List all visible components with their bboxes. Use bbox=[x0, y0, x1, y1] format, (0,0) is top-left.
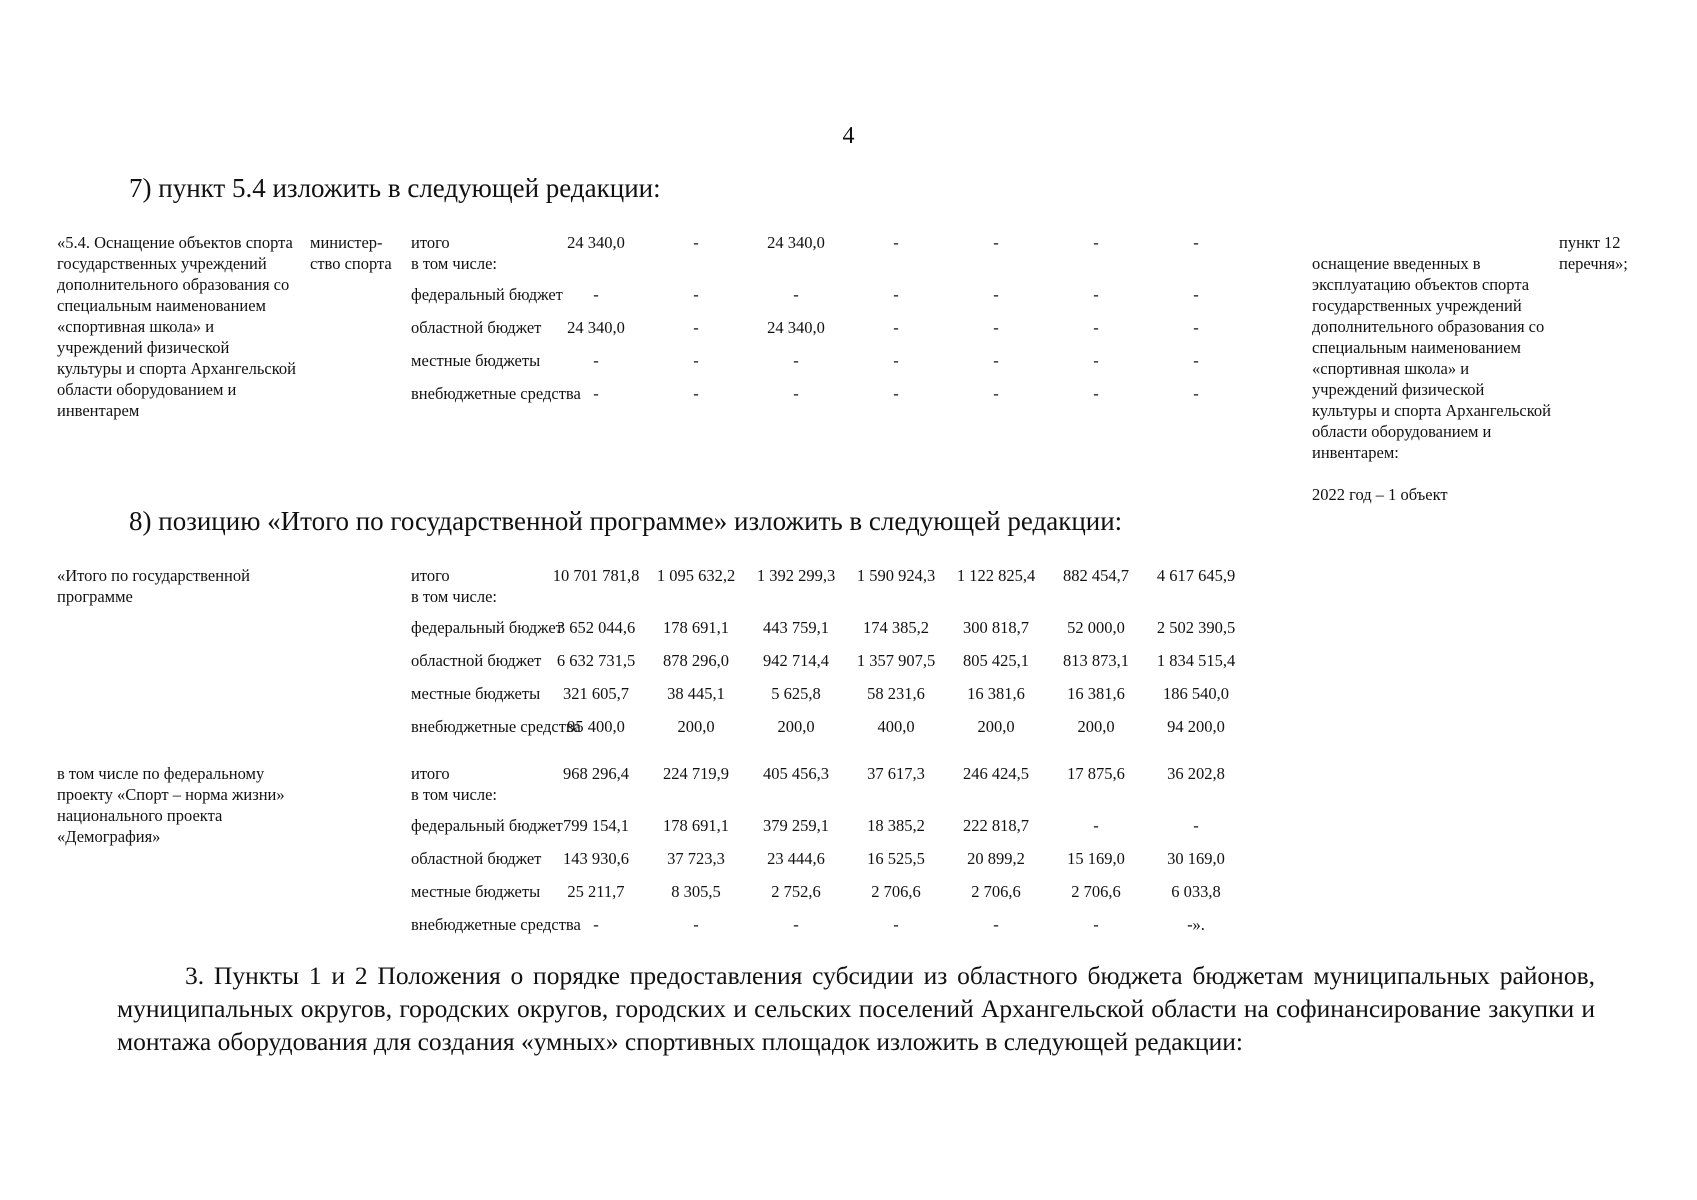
value-cell: 5 625,8 bbox=[771, 684, 821, 703]
value-cell: 178 691,1 bbox=[663, 816, 729, 835]
value-cell: - bbox=[1193, 384, 1199, 403]
value-cell: 2 752,6 bbox=[771, 882, 821, 901]
row-sublabel: в том числе: bbox=[411, 587, 498, 606]
value-cell: - bbox=[893, 318, 899, 337]
value-cell: 24 340,0 bbox=[567, 318, 625, 337]
row-label: местные бюджеты bbox=[411, 684, 541, 703]
value-cell: - bbox=[1093, 285, 1099, 304]
value-cell: 94 200,0 bbox=[1167, 717, 1225, 736]
value-cell: - bbox=[693, 233, 699, 252]
value-cell: 52 000,0 bbox=[1067, 618, 1125, 637]
value-cell: - bbox=[593, 384, 599, 403]
row-label: внебюджетные средства bbox=[411, 384, 581, 403]
value-cell: - bbox=[993, 384, 999, 403]
value-cell: - bbox=[1193, 233, 1199, 252]
value-cell: 3 652 044,6 bbox=[556, 618, 636, 637]
value-cell: 246 424,5 bbox=[963, 764, 1029, 783]
row-label: итого bbox=[411, 764, 450, 783]
finance-row bbox=[57, 881, 1657, 902]
value-cell: - bbox=[993, 351, 999, 370]
finance-row bbox=[57, 284, 1657, 305]
value-cell: - bbox=[693, 351, 699, 370]
value-cell: 17 875,6 bbox=[1067, 764, 1125, 783]
value-cell: 321 605,7 bbox=[563, 684, 629, 703]
value-cell: 4 617 645,9 bbox=[1156, 566, 1236, 585]
row-label: внебюджетные средства bbox=[411, 915, 581, 934]
value-cell: 200,0 bbox=[677, 717, 715, 736]
value-cell: 200,0 bbox=[1077, 717, 1115, 736]
value-cell: 1 834 515,4 bbox=[1156, 651, 1236, 670]
finance-row bbox=[57, 617, 1657, 638]
row-sublabel: в том числе: bbox=[411, 254, 498, 273]
finance-row bbox=[57, 716, 1657, 737]
value-cell: 1 122 825,4 bbox=[956, 566, 1036, 585]
value-cell: - bbox=[1093, 318, 1099, 337]
value-cell: - bbox=[1093, 233, 1099, 252]
value-cell: 18 385,2 bbox=[867, 816, 925, 835]
value-cell: 25 211,7 bbox=[567, 882, 625, 901]
finance-row bbox=[57, 650, 1657, 671]
program-total-name: «Итого по государственной программе bbox=[57, 566, 250, 606]
finance-row bbox=[57, 763, 1657, 804]
value-cell: 1 392 299,3 bbox=[756, 566, 836, 585]
value-cell: 178 691,1 bbox=[663, 618, 729, 637]
value-cell: 2 706,6 bbox=[971, 882, 1021, 901]
value-cell: - bbox=[693, 915, 699, 934]
item-executor: министер-ство спорта bbox=[310, 233, 392, 273]
row-sublabel: в том числе: bbox=[411, 785, 498, 804]
value-cell: - bbox=[1193, 351, 1199, 370]
item-name: «5.4. Оснащение объектов спорта государственных учреждений дополнительного образования со специальным наименованием «спортивная школа» и учреждений физической культуры и спорта Архангельской области оборудованием и инвентарем bbox=[57, 233, 296, 420]
value-cell: - bbox=[793, 351, 799, 370]
value-cell: 16 381,6 bbox=[967, 684, 1025, 703]
value-cell: - bbox=[793, 915, 799, 934]
value-cell: 16 381,6 bbox=[1067, 684, 1125, 703]
value-cell: 200,0 bbox=[977, 717, 1015, 736]
value-cell: 405 456,3 bbox=[763, 764, 829, 783]
value-cell: - bbox=[593, 915, 599, 934]
value-cell: 24 340,0 bbox=[767, 233, 825, 252]
value-cell: - bbox=[1093, 384, 1099, 403]
value-cell: 878 296,0 bbox=[663, 651, 729, 670]
row-label: федеральный бюджет bbox=[411, 285, 563, 304]
finance-row bbox=[57, 815, 1657, 836]
value-cell: - bbox=[693, 384, 699, 403]
value-cell: 8 305,5 bbox=[671, 882, 721, 901]
value-cell: 37 617,3 bbox=[867, 764, 925, 783]
value-cell: 799 154,1 bbox=[563, 816, 629, 835]
finance-row bbox=[57, 848, 1657, 869]
value-cell: 37 723,3 bbox=[667, 849, 725, 868]
value-cell: 30 169,0 bbox=[1167, 849, 1225, 868]
value-cell: 15 169,0 bbox=[1067, 849, 1125, 868]
value-cell: 400,0 bbox=[877, 717, 915, 736]
value-cell: - bbox=[1093, 915, 1099, 934]
item-reference: пункт 12 перечня»; bbox=[1559, 233, 1628, 273]
value-cell: 300 818,7 bbox=[963, 618, 1029, 637]
row-label: федеральный бюджет bbox=[411, 618, 563, 637]
row-label: внебюджетные средства bbox=[411, 717, 581, 736]
value-cell: 24 340,0 bbox=[567, 233, 625, 252]
item-result-year: 2022 год – 1 объект bbox=[1312, 485, 1448, 504]
value-cell: 1 590 924,3 bbox=[856, 566, 936, 585]
value-cell: 1 095 632,2 bbox=[656, 566, 736, 585]
value-cell: - bbox=[993, 285, 999, 304]
value-cell: 813 873,1 bbox=[1063, 651, 1129, 670]
value-cell: 1 357 907,5 bbox=[856, 651, 936, 670]
finance-row bbox=[57, 565, 1657, 606]
value-cell: 58 231,6 bbox=[867, 684, 925, 703]
value-cell: 2 706,6 bbox=[1071, 882, 1121, 901]
value-cell: - bbox=[793, 384, 799, 403]
value-cell: 224 719,9 bbox=[663, 764, 729, 783]
value-cell: 36 202,8 bbox=[1167, 764, 1225, 783]
value-cell: - bbox=[1193, 318, 1199, 337]
value-cell: - bbox=[1193, 816, 1199, 835]
page-number: 4 bbox=[842, 123, 855, 149]
value-cell: 186 540,0 bbox=[1163, 684, 1229, 703]
value-cell: 143 930,6 bbox=[563, 849, 629, 868]
value-cell: 968 296,4 bbox=[563, 764, 629, 783]
row-label: областной бюджет bbox=[411, 651, 542, 670]
row-label: областной бюджет bbox=[411, 849, 542, 868]
row-label: итого bbox=[411, 233, 450, 252]
value-cell: 805 425,1 bbox=[963, 651, 1029, 670]
value-cell: - bbox=[793, 285, 799, 304]
value-cell: 222 818,7 bbox=[963, 816, 1029, 835]
value-cell: 2 502 390,5 bbox=[1156, 618, 1236, 637]
value-cell: 95 400,0 bbox=[567, 717, 625, 736]
value-cell: - bbox=[1193, 285, 1199, 304]
heading-item-7: 7) пункт 5.4 изложить в следующей редакции: bbox=[129, 173, 661, 203]
value-cell: 16 525,5 bbox=[867, 849, 925, 868]
finance-row bbox=[57, 317, 1657, 338]
value-cell: - bbox=[993, 915, 999, 934]
value-cell: - bbox=[893, 915, 899, 934]
row-label: местные бюджеты bbox=[411, 351, 541, 370]
value-cell: - bbox=[893, 285, 899, 304]
federal-project-name: в том числе по федеральному проекту «Спорт – норма жизни» национального проекта «Демография» bbox=[57, 764, 285, 846]
finance-row bbox=[57, 914, 1657, 935]
row-label: областной бюджет bbox=[411, 318, 542, 337]
finance-row bbox=[57, 232, 1657, 273]
value-cell: - bbox=[993, 233, 999, 252]
finance-row bbox=[57, 383, 1657, 404]
value-cell: 882 454,7 bbox=[1063, 566, 1129, 585]
value-cell: 6 632 731,5 bbox=[556, 651, 636, 670]
row-label: федеральный бюджет bbox=[411, 816, 563, 835]
value-cell: 443 759,1 bbox=[763, 618, 829, 637]
value-cell: - bbox=[893, 351, 899, 370]
value-cell: - bbox=[693, 285, 699, 304]
finance-row bbox=[57, 350, 1657, 371]
value-cell: - bbox=[893, 233, 899, 252]
heading-item-8: 8) позицию «Итого по государственной программе» изложить в следующей редакции: bbox=[129, 506, 1123, 536]
value-cell: 174 385,2 bbox=[863, 618, 929, 637]
value-cell: 942 714,4 bbox=[763, 651, 829, 670]
row-label: итого bbox=[411, 566, 450, 585]
value-cell: 10 701 781,8 bbox=[552, 566, 640, 585]
value-cell: - bbox=[1093, 351, 1099, 370]
value-cell: 2 706,6 bbox=[871, 882, 921, 901]
value-cell: - bbox=[593, 285, 599, 304]
value-cell: - bbox=[993, 318, 999, 337]
value-cell: 24 340,0 bbox=[767, 318, 825, 337]
finance-row bbox=[57, 683, 1657, 704]
value-cell: 23 444,6 bbox=[767, 849, 825, 868]
value-cell: - bbox=[693, 318, 699, 337]
value-cell: 38 445,1 bbox=[667, 684, 725, 703]
value-cell: 6 033,8 bbox=[1171, 882, 1221, 901]
value-cell: 20 899,2 bbox=[967, 849, 1025, 868]
value-cell: - bbox=[1093, 816, 1099, 835]
paragraph-3: 3. Пункты 1 и 2 Положения о порядке предоставления субсидии из областного бюджета бюджетам муниципальных районов, муниципальных округов, городских округов, городских и сельских поселений Архангельской области на софинансирование закупки и монтажа оборудования для создания «умных» спортивных площадок изложить в следующей редакции: bbox=[117, 961, 1595, 1056]
value-cell: - bbox=[593, 351, 599, 370]
value-cell: 379 259,1 bbox=[763, 816, 829, 835]
value-cell: - bbox=[893, 384, 899, 403]
row-label: местные бюджеты bbox=[411, 882, 541, 901]
value-cell: -». bbox=[1187, 915, 1205, 934]
value-cell: 200,0 bbox=[777, 717, 815, 736]
item-result-text: оснащение введенных в эксплуатацию объектов спорта государственных учреждений дополнительного образования со специальным наименованием «спортивная школа» и учреждений физической культуры и спорта Архангельской области оборудованием и инвентарем: bbox=[1312, 254, 1551, 462]
